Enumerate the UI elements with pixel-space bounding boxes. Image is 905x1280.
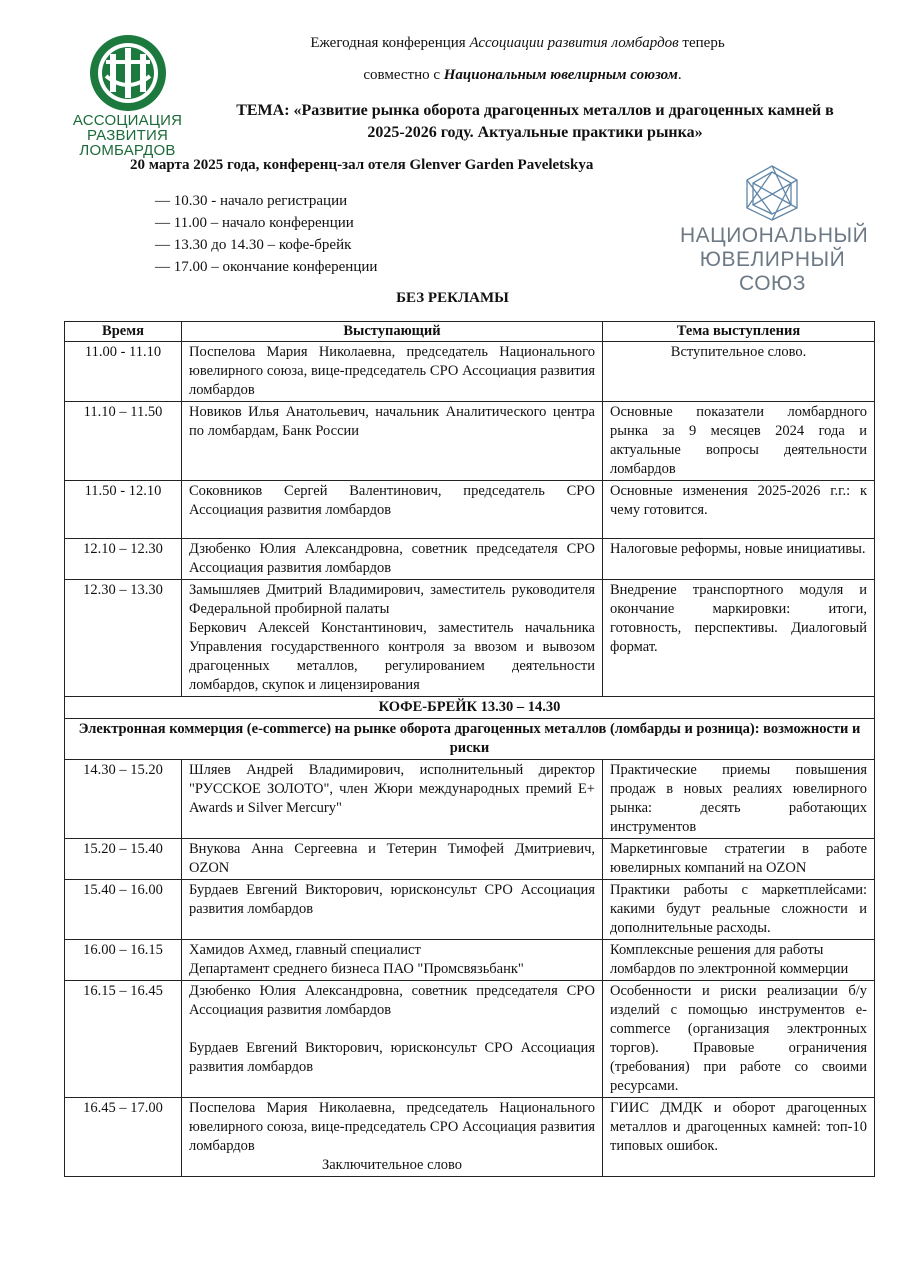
row-time: 15.40 – 16.00: [65, 880, 182, 940]
table-header-row: [65, 322, 875, 342]
coffee-break-row: [65, 697, 875, 719]
row-speaker: Новиков Илья Анатольевич, начальник Аналитического центра по ломбардам, Банк России: [182, 402, 603, 481]
row-topic: ГИИС ДМДК и оборот драгоценных металлов и драгоценных камней: топ-10 типовых ошибок.: [603, 1098, 875, 1177]
table-row: [65, 1098, 875, 1177]
row-speaker: Поспелова Мария Николаевна, председатель Национального ювелирного союза, вице-председатель СРО Ассоциация развития ломбардов: [189, 1100, 595, 1154]
section-title: Электронная коммерция (e-commerce) на рынке оборота драгоценных металлов (ломбарды и розница): возможности и риски: [65, 719, 875, 760]
ard-name: Ассоциации развития ломбардов: [469, 35, 679, 51]
row-topic: Внедрение транспортного модуля и окончание маркировки: итоги, готовность, перспективы. Диалоговый формат.: [603, 580, 875, 697]
row-speaker: Внукова Анна Сергеевна и Тетерин Тимофей Дмитриевич, OZON: [182, 839, 603, 880]
nus-hexagon-icon: [680, 162, 865, 222]
row-time: 16.15 – 16.45: [65, 981, 182, 1098]
row-topic: Практические приемы повышения продаж в новых реалиях ювелирного рынка: десять работающих инструментов: [603, 760, 875, 839]
row-speaker: Соковников Сергей Валентинович, председатель СРО Ассоциация развития ломбардов: [182, 481, 603, 539]
program-table: [64, 321, 875, 1177]
row-speaker-cell: [182, 1098, 603, 1177]
row-time: 12.30 – 13.30: [65, 580, 182, 697]
row-speaker-2: Департамент среднего бизнеса ПАО "Промсвязьбанк": [189, 961, 524, 977]
row-time: 11.00 - 11.10: [65, 342, 182, 402]
row-topic: Основные изменения 2025-2026 г.г.: к чему готовится.: [603, 481, 875, 539]
nus-logo: [680, 162, 869, 295]
table-row: [65, 539, 875, 580]
nus-logo-line2: ЮВЕЛИРНЫЙ СОЮЗ: [699, 248, 846, 295]
row-time: 11.50 - 12.10: [65, 481, 182, 539]
row-speaker: Дзюбенко Юлия Александровна, советник председателя СРО Ассоциация развития ломбардов: [189, 983, 595, 1018]
row-time: 16.00 – 16.15: [65, 940, 182, 981]
closing-word: Заключительное слово: [321, 1157, 463, 1173]
row-time: 14.30 – 15.20: [65, 760, 182, 839]
table-row: [65, 402, 875, 481]
schedule-list: [155, 190, 377, 278]
row-topic: Практики работы с маркетплейсами: какими будут реальные сложности и дополнительные расходы.: [603, 880, 875, 940]
row-speaker: Поспелова Мария Николаевна, председатель Национального ювелирного союза, вице-председатель СРО Ассоциация развития ломбардов: [182, 342, 603, 402]
ard-logo-line2: РАЗВИТИЯ ЛОМБАРДОВ: [79, 127, 176, 159]
intro-line-2: совместно с Национальным ювелирным союзом.: [363, 67, 682, 83]
nus-name: Национальным ювелирным союзом: [443, 67, 678, 83]
table-row: [65, 981, 875, 1098]
row-speaker-cell: [182, 981, 603, 1098]
row-time: 11.10 – 11.50: [65, 402, 182, 481]
table-row: [65, 481, 875, 539]
schedule-item: — 11.00 – начало конференции: [155, 215, 354, 231]
table-row: [65, 342, 875, 402]
spacer: [189, 1020, 595, 1039]
row-speaker-cell: [182, 580, 603, 697]
intro-line-1: Ежегодная конференция Ассоциации развития ломбардов теперь: [310, 35, 725, 51]
row-topic: Вступительное слово.: [603, 342, 875, 402]
row-topic: Особенности и риски реализации б/у изделий с помощью инструментов e-commerce (организация электронных торгов). Правовые ограничения (требования) при работе со своими ресурсами.: [603, 981, 875, 1098]
row-speaker-2: Бурдаев Евгений Викторович, юрисконсульт СРО Ассоциация развития ломбардов: [189, 1040, 595, 1075]
row-topic: Комплексные решения для работы ломбардов по электронной коммерции: [603, 940, 875, 981]
row-speaker: Шляев Андрей Владимирович, исполнительный директор "РУССКОЕ ЗОЛОТО", член Жюри международных премий E+ Awards и Silver Mercury": [182, 760, 603, 839]
table-row: [65, 580, 875, 697]
table-row: [65, 839, 875, 880]
row-topic: Основные показатели ломбардного рынка за 9 месяцев 2024 года и актуальные вопросы деятельности ломбардов: [603, 402, 875, 481]
row-time: 16.45 – 17.00: [65, 1098, 182, 1177]
row-speaker-2: Беркович Алексей Константинович, заместитель начальника Управления государственного контроля за ввозом и вывозом драгоценных металлов, регулированием деятельности ломбардов, скупок и лицензирования: [189, 620, 595, 693]
no-ads-note: БЕЗ РЕКЛАМЫ: [396, 290, 509, 306]
row-topic: Налоговые реформы, новые инициативы.: [603, 539, 875, 580]
header-speaker: Выступающий: [182, 322, 603, 342]
table-row: [65, 760, 875, 839]
schedule-item: — 10.30 - начало регистрации: [155, 193, 348, 209]
section-row: [65, 719, 875, 760]
row-speaker: Замышляев Дмитрий Владимирович, заместитель руководителя Федеральной пробирной палаты: [189, 582, 595, 617]
row-time: 12.10 – 12.30: [65, 539, 182, 580]
header-time: Время: [65, 322, 182, 342]
nus-logo-line1: НАЦИОНАЛЬНЫЙ: [680, 224, 869, 247]
header-topic: Тема выступления: [603, 322, 875, 342]
row-speaker: Хамидов Ахмед, главный специалист: [189, 942, 421, 958]
row-speaker-cell: [182, 940, 603, 981]
table-row: [65, 940, 875, 981]
ard-logo-line1: АССОЦИАЦИЯ: [72, 112, 183, 129]
row-speaker: Бурдаев Евгений Викторович, юрисконсульт СРО Ассоциация развития ломбардов: [182, 880, 603, 940]
schedule-item: — 13.30 до 14.30 – кофе-брейк: [155, 237, 352, 253]
table-row: [65, 880, 875, 940]
schedule-item: — 17.00 – окончание конференции: [155, 259, 378, 275]
row-time: 15.20 – 15.40: [65, 839, 182, 880]
date-place: 20 марта 2025 года, конференц-зал отеля Glenver Garden Paveletskya: [130, 157, 594, 173]
conference-theme: ТЕМА: «Развитие рынка оборота драгоценных металлов и драгоценных камней в 2025-2026 году. Актуальные практики рынка»: [236, 102, 834, 141]
row-speaker: Дзюбенко Юлия Александровна, советник председателя СРО Ассоциация развития ломбардов: [182, 539, 603, 580]
row-topic: Маркетинговые стратегии в работе ювелирных компаний на OZON: [603, 839, 875, 880]
coffee-break: КОФЕ-БРЕЙК 13.30 – 14.30: [65, 697, 875, 719]
